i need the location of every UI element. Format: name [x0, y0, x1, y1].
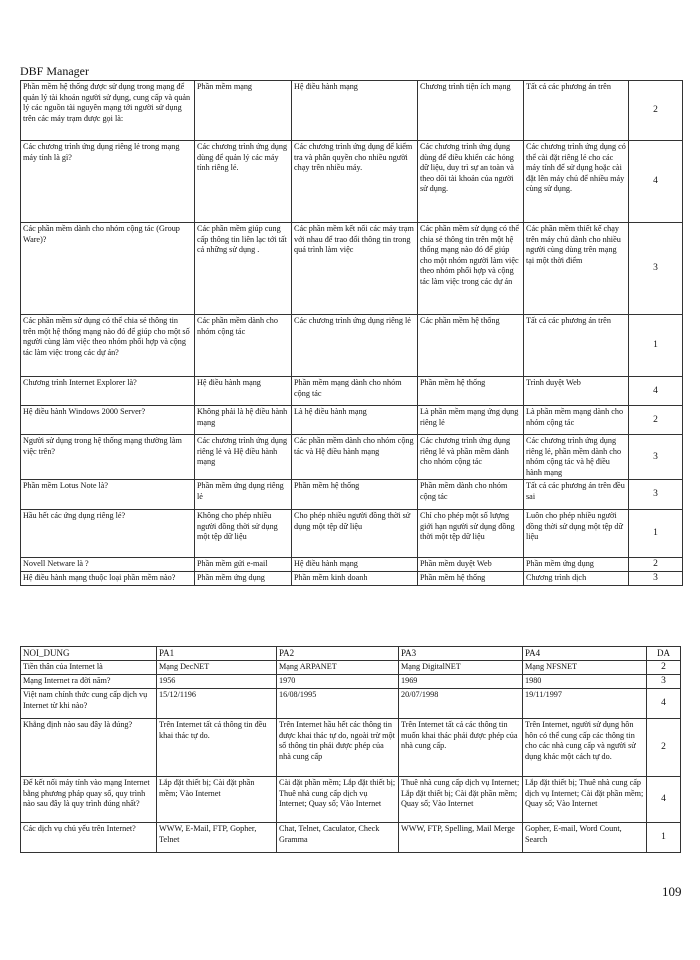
option-3-cell: Các phần mềm hệ thống: [418, 315, 524, 377]
option-4-cell: Tất cả các phương án trên: [524, 81, 629, 141]
table-row: [21, 141, 683, 223]
header-pa1: PA1: [157, 647, 277, 661]
question-cell: Novell Netware là ?: [21, 558, 195, 572]
option-2-cell: Phần mềm hệ thống: [292, 480, 418, 510]
answer-cell: 1: [647, 823, 681, 853]
answer-cell: 4: [647, 689, 681, 719]
option-1-cell: Các phần mềm giúp cung cấp thông tin liên lạc tới tất cả những sử dụng .: [195, 223, 292, 315]
option-4-cell: Lắp đặt thiết bị; Thuê nhà cung cấp dịch vụ Internet; Cài đặt phần mềm; Quay số; Vào Internet: [523, 777, 647, 823]
answer-cell: 4: [629, 141, 683, 223]
question-cell: Các phần mềm dành cho nhóm cộng tác (Group Ware)?: [21, 223, 195, 315]
question-cell: Hệ điều hành Windows 2000 Server?: [21, 406, 195, 435]
option-1-cell: Các chương trình ứng dụng dùng để quản lý các máy tính riêng lẻ.: [195, 141, 292, 223]
answer-cell: 4: [647, 777, 681, 823]
option-3-cell: Là phần mềm mạng ứng dụng riêng lẻ: [418, 406, 524, 435]
question-cell: Các phần mềm sử dụng có thể chia sẻ thông tin trên một hệ thống mạng nào đó để giúp cho một số người cùng làm việc theo nhóm phối hợp và cộng tác làm việc trong các dự án?: [21, 315, 195, 377]
option-2-cell: Phần mềm kinh doanh: [292, 572, 418, 586]
option-2-cell: Các phần mềm dành cho nhóm cộng tác và Hệ điều hành mạng: [292, 435, 418, 480]
option-2-cell: 1970: [277, 675, 399, 689]
option-2-cell: Các chương trình ứng dụng riêng lẻ: [292, 315, 418, 377]
table-row: [21, 689, 681, 719]
option-1-cell: Hệ điều hành mạng: [195, 377, 292, 406]
option-3-cell: Thuê nhà cung cấp dịch vụ Internet; Lắp đặt thiết bị; Cài đặt phần mềm; Quay số; Vào Internet: [399, 777, 523, 823]
header-noi-dung: NOI_DUNG: [21, 647, 157, 661]
answer-cell: 3: [629, 480, 683, 510]
answer-cell: 2: [647, 661, 681, 675]
table-row: [21, 81, 683, 141]
answer-cell: 3: [629, 435, 683, 480]
option-4-cell: Gopher, E-mail, Word Count, Search: [523, 823, 647, 853]
option-3-cell: Phần mềm hệ thống: [418, 572, 524, 586]
answer-cell: 1: [629, 510, 683, 558]
option-1-cell: Các phần mềm dành cho nhóm cộng tác: [195, 315, 292, 377]
option-3-cell: Chương trình tiện ích mạng: [418, 81, 524, 141]
option-4-cell: Mạng NFSNET: [523, 661, 647, 675]
table-row: [21, 558, 683, 572]
header-pa3: PA3: [399, 647, 523, 661]
option-1-cell: Phần mềm gửi e-mail: [195, 558, 292, 572]
option-2-cell: Cài đặt phần mềm; Lắp đặt thiết bị; Thuê nhà cung cấp dịch vụ Internet; Quay số; Vào Internet: [277, 777, 399, 823]
option-4-cell: Các phần mềm thiết kế chạy trên máy chủ dành cho nhiều người cùng dùng trên mạng tại một thời điểm: [524, 223, 629, 315]
page-number: 109: [662, 884, 682, 899]
table-row: [21, 315, 683, 377]
option-4-cell: Các chương trình ứng dụng có thể cài đặt riêng lẻ cho các máy tính để sử dụng hoặc cài đặt lên máy chủ để nhiều máy cùng sử dụng.: [524, 141, 629, 223]
question-cell: Hầu hết các ứng dụng riêng lẻ?: [21, 510, 195, 558]
option-4-cell: Tất cả các phương án trên: [524, 315, 629, 377]
table-row: [21, 675, 681, 689]
answer-cell: 3: [629, 223, 683, 315]
question-cell: Để kết nối máy tính vào mạng Internet bằng phương pháp quay số, quy trình nào sau đây là quy trình đúng nhất?: [21, 777, 157, 823]
option-3-cell: Chỉ cho phép một số lượng giới hạn người sử dụng đồng thời một tệp dữ liệu: [418, 510, 524, 558]
answer-cell: 2: [629, 406, 683, 435]
question-cell: Phần mềm Lotus Note là?: [21, 480, 195, 510]
option-3-cell: 20/07/1998: [399, 689, 523, 719]
table-row: [21, 223, 683, 315]
option-1-cell: Không phải là hệ điều hành mạng: [195, 406, 292, 435]
option-4-cell: Các chương trình ứng dụng riêng lẻ, phần mềm dành cho nhóm cộng tác và hệ điều hành mạng: [524, 435, 629, 480]
question-cell: Các dịch vụ chủ yếu trên Internet?: [21, 823, 157, 853]
option-1-cell: 1956: [157, 675, 277, 689]
table-row: [21, 823, 681, 853]
table-row: [21, 777, 681, 823]
table-row: [21, 661, 681, 675]
option-2-cell: Là hệ điều hành mạng: [292, 406, 418, 435]
question-table-2: [20, 646, 681, 853]
option-1-cell: Phần mềm mạng: [195, 81, 292, 141]
option-3-cell: Mạng DigitalNET: [399, 661, 523, 675]
question-cell: Phần mềm hệ thống được sử dụng trong mạng để quản lý tài khoản người sử dụng, cung cấp và quản lý các nguồn tài nguyên mạng tới người sử dụng trên các máy trạm được gọi là:: [21, 81, 195, 141]
table-row: [21, 719, 681, 777]
option-4-cell: Trên Internet, người sử dụng hôn hôn có thể cung cấp các thông tin cho các nhà cung cấp và người sử dụng khác một cách tự do.: [523, 719, 647, 777]
option-3-cell: WWW, FTP, Spelling, Mail Merge: [399, 823, 523, 853]
option-4-cell: Chương trình dịch: [524, 572, 629, 586]
option-3-cell: Các chương trình ứng dụng dùng để điều khiển các hỏng dữ liệu, duy trì sự an toàn và theo dõi tài khoản của người sử dụng.: [418, 141, 524, 223]
answer-cell: 1: [629, 315, 683, 377]
table-row: [21, 510, 683, 558]
question-cell: Mạng Internet ra đời năm?: [21, 675, 157, 689]
table-row: [21, 435, 683, 480]
answer-cell: 4: [629, 377, 683, 406]
option-1-cell: Phần mềm ứng dụng riêng lẻ: [195, 480, 292, 510]
option-1-cell: Các chương trình ứng dụng riêng lẻ và Hệ điều hành mạng: [195, 435, 292, 480]
option-3-cell: Các chương trình ứng dụng riêng lẻ và phần mềm dành cho nhóm cộng tác: [418, 435, 524, 480]
option-4-cell: Tất cả các phương án trên đều sai: [524, 480, 629, 510]
option-2-cell: Chat, Telnet, Caculator, Check Gramma: [277, 823, 399, 853]
question-cell: Khẳng định nào sau đây là đúng?: [21, 719, 157, 777]
option-3-cell: Phần mềm dành cho nhóm cộng tác: [418, 480, 524, 510]
option-1-cell: 15/12/1196: [157, 689, 277, 719]
option-1-cell: Mạng DecNET: [157, 661, 277, 675]
answer-cell: 2: [629, 558, 683, 572]
answer-cell: 3: [647, 675, 681, 689]
header-pa4: PA4: [523, 647, 647, 661]
option-2-cell: Phần mềm mạng dành cho nhóm cộng tác: [292, 377, 418, 406]
answer-cell: 2: [647, 719, 681, 777]
table-row: [21, 480, 683, 510]
table-row: [21, 572, 683, 586]
option-3-cell: Trên Internet tất cả các thông tin muốn khai thác phải được phép của nhà cung cấp.: [399, 719, 523, 777]
question-table-1: [20, 80, 683, 586]
table-header-row: [21, 647, 681, 661]
table-row: [21, 406, 683, 435]
option-4-cell: Là phần mềm mạng dành cho nhóm cộng tác: [524, 406, 629, 435]
option-2-cell: 16/08/1995: [277, 689, 399, 719]
option-2-cell: Cho phép nhiều người đồng thời sử dụng một tệp dữ liệu: [292, 510, 418, 558]
question-cell: Các chương trình ứng dụng riêng lẻ trong mạng máy tính là gì?: [21, 141, 195, 223]
option-1-cell: Phần mềm ứng dụng: [195, 572, 292, 586]
table-row: [21, 377, 683, 406]
option-4-cell: Trình duyệt Web: [524, 377, 629, 406]
option-3-cell: Các phần mềm sử dụng có thể chia sẻ thông tin trên một hệ thống mạng nào đó để giúp cho một nhóm người làm việc theo nhóm phối hợp và cộng tác làm việc trong các dự án: [418, 223, 524, 315]
header-pa2: PA2: [277, 647, 399, 661]
question-cell: Tiền thân của Internet là: [21, 661, 157, 675]
option-1-cell: Không cho phép nhiều người đồng thời sử dụng một tệp dữ liệu: [195, 510, 292, 558]
option-2-cell: Hệ điều hành mạng: [292, 81, 418, 141]
question-cell: Việt nam chính thức cung cấp dịch vụ Internet từ khi nào?: [21, 689, 157, 719]
option-1-cell: Lắp đặt thiết bị; Cài đặt phần mềm; Vào Internet: [157, 777, 277, 823]
option-4-cell: 1980: [523, 675, 647, 689]
header-da: DA: [647, 647, 681, 661]
option-3-cell: Phần mềm hệ thống: [418, 377, 524, 406]
option-2-cell: Trên Internet hầu hết các thông tin được khai thác tự do, ngoài trừ một số thông tin phải được phép của nhà cung cấp: [277, 719, 399, 777]
option-4-cell: Phần mềm ứng dụng: [524, 558, 629, 572]
option-4-cell: 19/11/1997: [523, 689, 647, 719]
option-4-cell: Luôn cho phép nhiều người đồng thời sử dụng một tệp dữ liệu: [524, 510, 629, 558]
option-1-cell: Trên Internet tất cả thông tin đều khai thác tự do.: [157, 719, 277, 777]
answer-cell: 2: [629, 81, 683, 141]
option-3-cell: 1969: [399, 675, 523, 689]
question-cell: Người sử dụng trong hệ thống mạng thường làm việc trên?: [21, 435, 195, 480]
option-2-cell: Các chương trình ứng dụng để kiểm tra và phân quyền cho nhiều người chạy trên nhiều máy.: [292, 141, 418, 223]
option-1-cell: WWW, E-Mail, FTP, Gopher, Telnet: [157, 823, 277, 853]
option-2-cell: Hệ điều hành mạng: [292, 558, 418, 572]
option-3-cell: Phần mềm duyệt Web: [418, 558, 524, 572]
answer-cell: 3: [629, 572, 683, 586]
question-cell: Hệ điều hành mạng thuộc loại phần mềm nào?: [21, 572, 195, 586]
option-2-cell: Mạng ARPANET: [277, 661, 399, 675]
option-2-cell: Các phần mềm kết nối các máy trạm với nhau để trao đổi thông tin trong quá trình làm việc: [292, 223, 418, 315]
question-cell: Chương trình Internet Explorer là?: [21, 377, 195, 406]
document-title: DBF Manager: [20, 64, 89, 78]
